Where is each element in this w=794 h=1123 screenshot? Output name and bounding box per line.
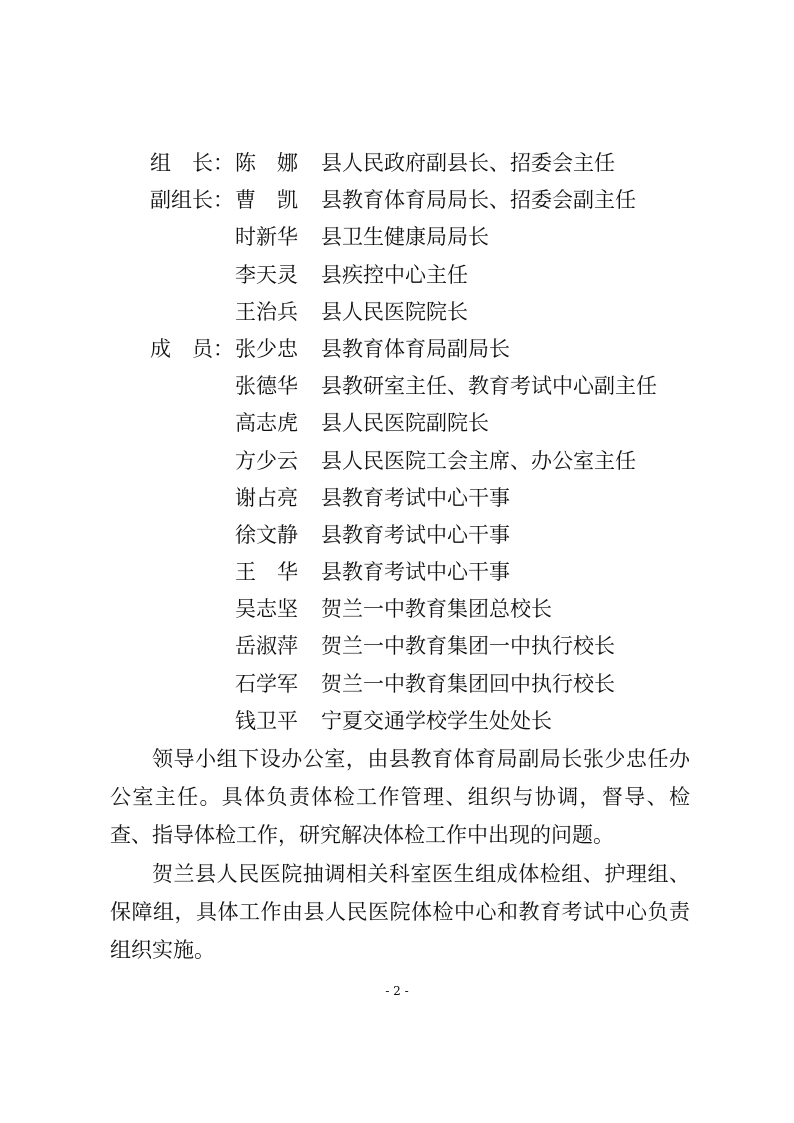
roster-role — [150, 257, 235, 294]
roster-row — [150, 443, 657, 480]
roster-role — [150, 368, 235, 405]
roster-name: 岳淑萍 — [235, 634, 298, 659]
roster-row — [150, 368, 657, 405]
roster-title: 贺兰一中教育集团总校长 — [321, 597, 552, 622]
office-paragraph: 领导小组下设办公室，由县教育体育局副局长张少忠任办公室主任。具体负责体检工作管理、组织与协调，督导、检查、指导体检工作，研究解决体检工作中出现的问题。 — [110, 747, 690, 847]
roster-row — [150, 666, 657, 703]
roster-row — [150, 480, 657, 517]
roster-row — [150, 294, 657, 331]
roster-row — [150, 331, 657, 368]
roster-title: 县卫生健康局局长 — [321, 225, 489, 250]
roster-role — [150, 443, 235, 480]
roster-row — [150, 405, 657, 442]
roster-name: 王治兵 — [235, 299, 298, 324]
roster-title: 县人民医院工会主席、办公室主任 — [321, 448, 636, 473]
roster-row — [150, 257, 657, 294]
roster-row — [150, 554, 657, 591]
roster-title: 贺兰一中教育集团一中执行校长 — [321, 634, 615, 659]
roster-role — [150, 219, 235, 256]
roster-name: 张德华 — [235, 374, 298, 399]
roster-row — [150, 628, 657, 665]
page-number: - 2 - — [385, 984, 409, 998]
roster-role — [150, 666, 235, 703]
roster-name: 张少忠 — [235, 336, 298, 361]
roster-name: 徐文静 — [235, 522, 298, 547]
roster-name: 谢占亮 — [235, 485, 298, 510]
roster-title: 县教育考试中心干事 — [321, 560, 510, 585]
roster-name: 石学军 — [235, 671, 298, 696]
roster-role — [150, 554, 235, 591]
roster-name: 曹 凯 — [235, 188, 298, 213]
roster-name: 陈 娜 — [235, 151, 298, 175]
roster-title: 县教研室主任、教育考试中心副主任 — [321, 374, 657, 399]
roster-title: 宁夏交通学校学生处处长 — [321, 708, 552, 733]
roster-title: 县疾控中心主任 — [321, 262, 468, 287]
roster-role: 副组长： — [150, 188, 234, 213]
roster-role — [150, 591, 235, 628]
roster-role: 组 长： — [150, 151, 234, 175]
roster-role — [150, 517, 235, 554]
roster-title: 县人民政府副县长、招委会主任 — [321, 151, 615, 175]
roster-title: 县人民医院院长 — [321, 299, 468, 324]
roster-title: 县人民医院副院长 — [321, 411, 489, 436]
roster-row — [150, 703, 657, 740]
roster-role — [150, 294, 235, 331]
roster-name: 钱卫平 — [235, 708, 298, 733]
medical-team-paragraph: 贺兰县人民医院抽调相关科室医生组成体检组、护理组、保障组，具体工作由县人民医院体检中心和教育考试中心负责组织实施。 — [110, 862, 690, 962]
roster-name: 王 华 — [235, 560, 298, 585]
roster-row — [150, 219, 657, 256]
roster-name: 方少云 — [235, 448, 298, 473]
leadership-roster — [150, 145, 657, 740]
roster-name: 吴志坚 — [235, 597, 298, 622]
roster-role — [150, 480, 235, 517]
roster-row — [150, 145, 657, 182]
roster-name: 李天灵 — [235, 262, 298, 287]
roster-name: 高志虎 — [235, 411, 298, 436]
roster-title: 县教育体育局副局长 — [321, 336, 510, 361]
roster-title: 县教育考试中心干事 — [321, 485, 510, 510]
roster-role: 成 员： — [150, 336, 234, 361]
roster-role — [150, 628, 235, 665]
roster-row — [150, 182, 657, 219]
roster-role — [150, 405, 235, 442]
roster-role — [150, 703, 235, 740]
roster-name: 时新华 — [235, 225, 298, 250]
roster-row — [150, 591, 657, 628]
roster-title: 县教育体育局局长、招委会副主任 — [321, 188, 636, 213]
roster-title: 贺兰一中教育集团回中执行校长 — [321, 671, 615, 696]
roster-title: 县教育考试中心干事 — [321, 522, 510, 547]
roster-row — [150, 517, 657, 554]
